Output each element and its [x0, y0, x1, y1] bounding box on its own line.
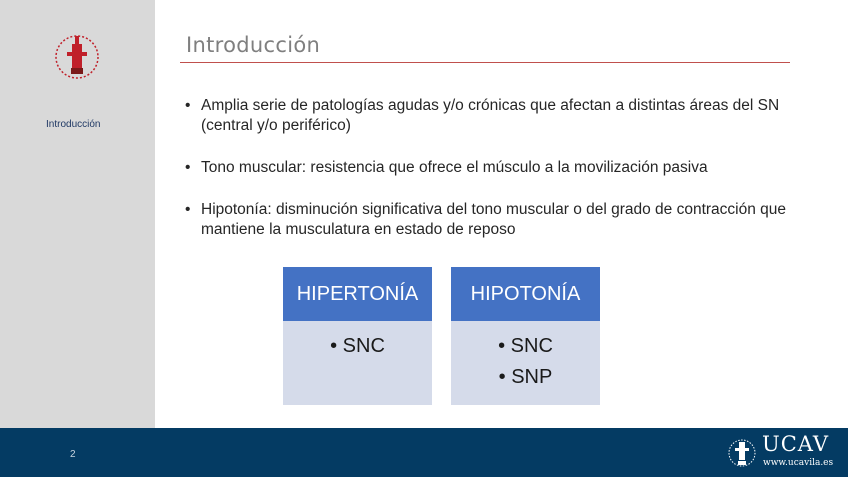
bullet-list [185, 96, 795, 262]
slide-title: Introducción [186, 33, 321, 57]
footer-bar [0, 428, 848, 477]
hipotonia-list [451, 321, 600, 393]
bullet-item: • Tono muscular: resistencia que ofrece el músculo a la movilización pasiva [185, 158, 795, 178]
hipertonia-item: • SNC [330, 335, 385, 357]
hipertonia-title: HIPERTONÍA [283, 267, 432, 321]
hipotonia-item: • SNC [498, 335, 553, 357]
university-seal-icon [52, 30, 102, 84]
hipertonia-box [283, 267, 432, 405]
sidebar [0, 0, 155, 428]
sidebar-section-label[interactable]: Introducción [46, 119, 101, 130]
page-number: 2 [70, 449, 76, 460]
title-divider [180, 62, 790, 63]
brand-name: UCAV [762, 432, 830, 456]
ucav-seal-icon [727, 434, 757, 472]
hipotonia-box [451, 267, 600, 405]
bullet-item: • Amplia serie de patologías agudas y/o crónicas que afectan a distintas áreas del SN (central y/o periférico) [185, 96, 795, 136]
brand-url[interactable]: www.ucavila.es [763, 458, 834, 468]
hipotonia-item: • SNP [498, 366, 553, 388]
hipotonia-title: HIPOTONÍA [451, 267, 600, 321]
bullet-item: • Hipotonía: disminución significativa del tono muscular o del grado de contracción que mantiene la musculatura en estado de reposo [185, 200, 795, 240]
hipertonia-list [283, 321, 432, 362]
